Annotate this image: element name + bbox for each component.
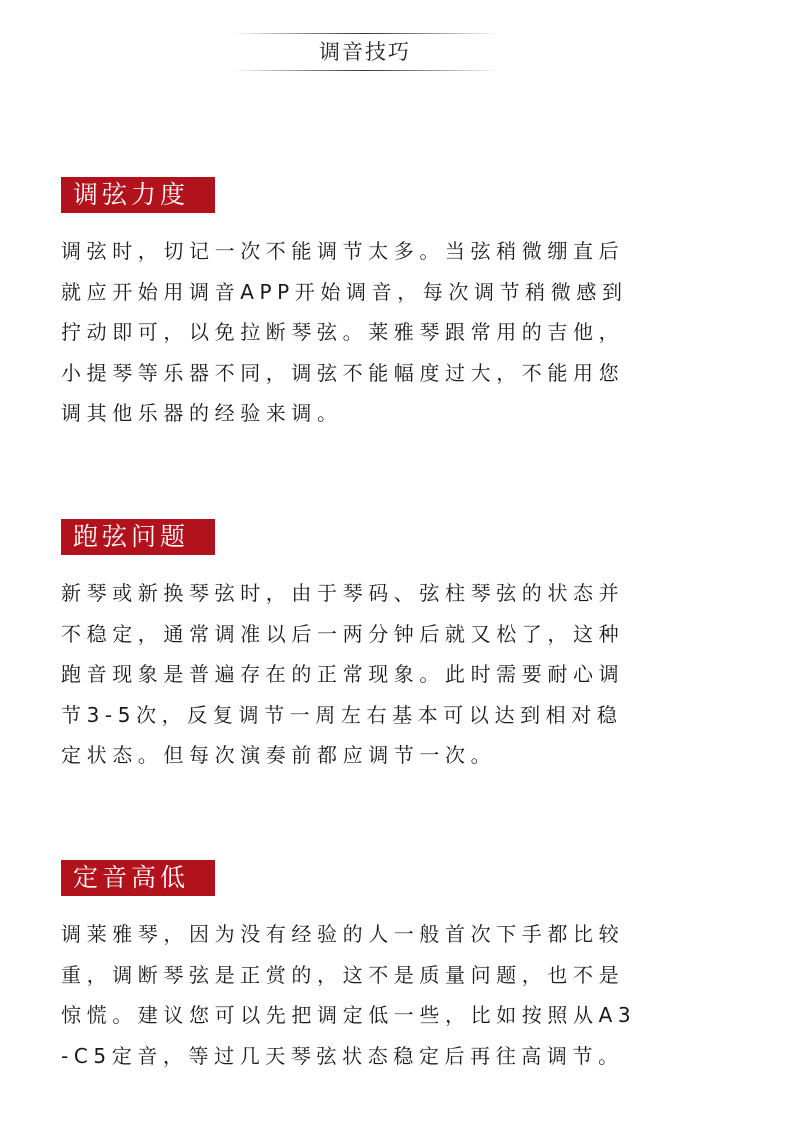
section-pitch-level [61, 860, 651, 1076]
title-bottom-rule [230, 70, 500, 71]
page-title: 调音技巧 [319, 40, 411, 64]
section-body: 调莱雅琴，因为没有经验的人一般首次下手都比较 重，调断琴弦是正赏的，这不是质量问题，也不是 惊慌。建议您可以先把调定低一些，比如按照从A3 -C5定音，等过几天琴弦状态稳定后再往高调节。 [61, 922, 637, 1068]
section-string-tension [61, 177, 651, 434]
section-heading: 跑弦问题 [61, 519, 215, 555]
section-heading: 定音高低 [61, 860, 215, 896]
section-string-slipping [61, 519, 651, 776]
title-top-rule [230, 33, 500, 34]
section-heading: 调弦力度 [61, 177, 215, 213]
section-body: 新琴或新换琴弦时，由于琴码、弦柱琴弦的状态并 不稳定，通常调准以后一两分钟后就又松了，这种 跑音现象是普遍存在的正常现象。此时需要耐心调 节3-5次，反复调节一周左右基本可以达到相对稳 定状态。但每次演奏前都应调节一次。 [61, 581, 625, 767]
section-body: 调弦时，切记一次不能调节太多。当弦稍微绷直后 就应开始用调音APP开始调音，每次调节稍微感到 拧动即可，以免拉断琴弦。莱雅琴跟常用的吉他， 小提琴等乐器不同，调弦不能幅度过大，不能用您 调其他乐器的经验来调。 [61, 239, 628, 425]
